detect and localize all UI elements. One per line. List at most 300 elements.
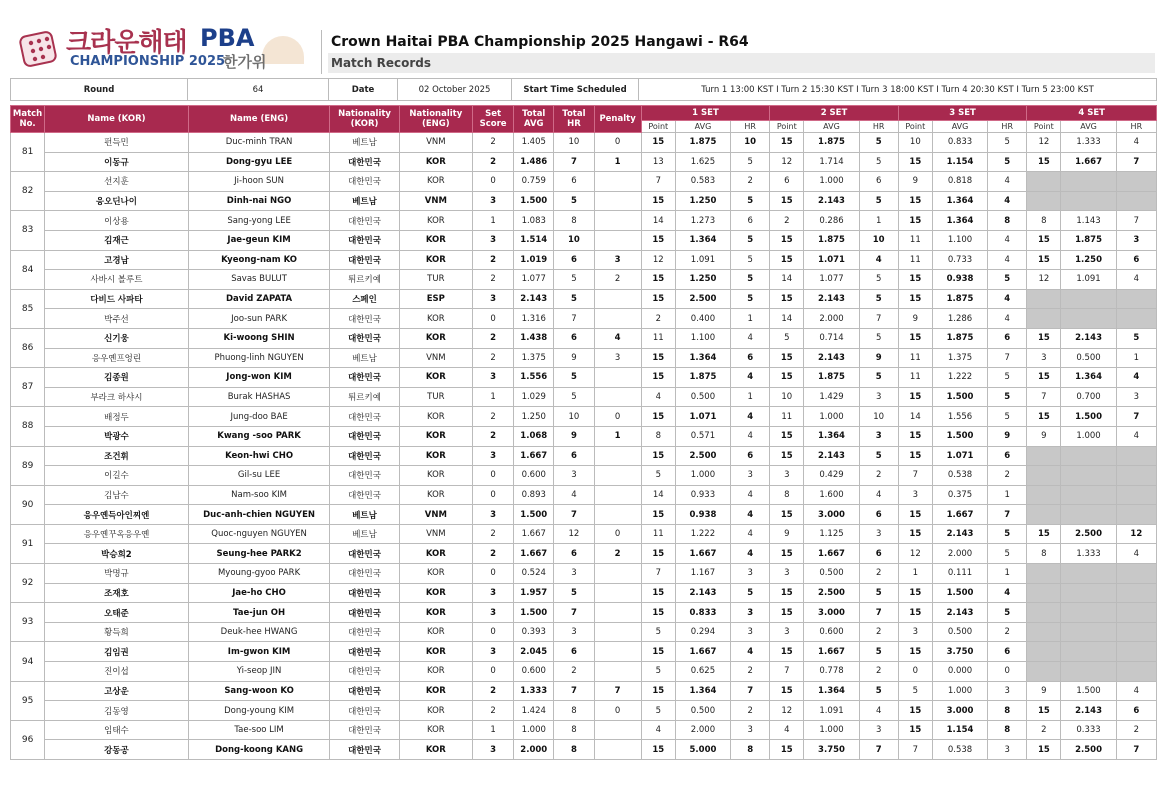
set4-point: 12 (1027, 133, 1061, 153)
name-eng: Sang-yong LEE (188, 211, 330, 231)
set-score: 3 (472, 446, 513, 466)
nationality-kor: 대한민국 (330, 368, 399, 388)
match-number: 85 (11, 289, 45, 328)
set3-avg: 1.500 (932, 426, 987, 446)
set1-point: 15 (641, 133, 675, 153)
total-avg: 1.333 (514, 681, 554, 701)
set2-point: 15 (770, 230, 804, 250)
subheader-set4-point: Point (1027, 121, 1061, 133)
set1-hr: 1 (731, 387, 770, 407)
total-hr: 7 (554, 603, 594, 623)
start-time-label: Start Time Scheduled (512, 79, 639, 101)
set2-avg: 0.500 (804, 564, 859, 584)
table-row (11, 407, 1157, 427)
set2-point: 15 (770, 446, 804, 466)
set4-point: 9 (1027, 426, 1061, 446)
set3-avg: 0.833 (932, 133, 987, 153)
set4-avg (1061, 466, 1116, 486)
nationality-eng: KOR (399, 230, 472, 250)
set3-avg: 1.100 (932, 230, 987, 250)
match-number: 90 (11, 485, 45, 524)
penalty: 0 (594, 524, 641, 544)
nationality-eng: KOR (399, 485, 472, 505)
set4-point (1027, 466, 1061, 486)
set2-hr: 5 (859, 328, 898, 348)
set-score: 0 (472, 622, 513, 642)
set1-avg: 1.273 (675, 211, 730, 231)
set1-point: 15 (641, 603, 675, 623)
set3-point: 15 (898, 426, 932, 446)
nationality-kor: 대한민국 (330, 446, 399, 466)
set4-hr: 6 (1116, 250, 1156, 270)
set2-hr: 5 (859, 289, 898, 309)
name-kor: 사바시 볼루트 (45, 270, 189, 290)
set3-point: 15 (898, 152, 932, 172)
logo-pba-text: PBA (200, 24, 255, 52)
header-set-1: 1 SET (641, 106, 770, 121)
name-eng: Dong-young KIM (188, 701, 330, 721)
set2-avg: 0.778 (804, 662, 859, 682)
set4-hr (1116, 466, 1156, 486)
table-row (11, 270, 1157, 290)
set1-hr: 4 (731, 426, 770, 446)
name-kor: 선지훈 (45, 172, 189, 192)
set1-point: 14 (641, 211, 675, 231)
penalty (594, 662, 641, 682)
total-hr: 8 (554, 211, 594, 231)
set2-hr: 5 (859, 681, 898, 701)
set2-hr: 5 (859, 642, 898, 662)
set3-point: 11 (898, 348, 932, 368)
name-kor: 진이섭 (45, 662, 189, 682)
set1-avg: 0.625 (675, 662, 730, 682)
nationality-kor: 대한민국 (330, 681, 399, 701)
set4-hr (1116, 485, 1156, 505)
nationality-eng: VNM (399, 524, 472, 544)
set4-hr: 7 (1116, 407, 1156, 427)
set2-avg: 1.071 (804, 250, 859, 270)
match-number: 96 (11, 720, 45, 759)
penalty (594, 172, 641, 192)
set-score: 2 (472, 407, 513, 427)
set1-point: 15 (641, 230, 675, 250)
name-eng: Duc-anh-chien NGUYEN (188, 505, 330, 525)
nationality-kor: 베트남 (330, 348, 399, 368)
set1-hr: 4 (731, 407, 770, 427)
set2-avg: 0.429 (804, 466, 859, 486)
penalty: 1 (594, 426, 641, 446)
total-avg: 0.600 (514, 466, 554, 486)
set1-avg: 0.400 (675, 309, 730, 329)
subheader-set3-hr: HR (988, 121, 1027, 133)
table-row (11, 740, 1157, 760)
set3-hr: 8 (988, 701, 1027, 721)
nationality-eng: KOR (399, 583, 472, 603)
set4-avg: 1.250 (1061, 250, 1116, 270)
set1-avg: 0.500 (675, 701, 730, 721)
set2-point: 3 (770, 466, 804, 486)
name-kor: 박명규 (45, 564, 189, 584)
match-records-table (10, 105, 1157, 760)
set2-point: 15 (770, 250, 804, 270)
table-row (11, 701, 1157, 721)
set3-avg: 3.750 (932, 642, 987, 662)
match-number: 92 (11, 564, 45, 603)
set1-hr: 6 (731, 348, 770, 368)
set2-point: 15 (770, 583, 804, 603)
name-eng: Dong-gyu LEE (188, 152, 330, 172)
penalty: 0 (594, 133, 641, 153)
set4-avg: 2.143 (1061, 328, 1116, 348)
set4-hr: 7 (1116, 152, 1156, 172)
set1-point: 13 (641, 152, 675, 172)
round-info-table (10, 78, 1157, 101)
nationality-kor: 대한민국 (330, 250, 399, 270)
total-avg: 1.068 (514, 426, 554, 446)
table-row (11, 172, 1157, 192)
set4-point: 15 (1027, 250, 1061, 270)
penalty (594, 387, 641, 407)
set1-avg: 1.000 (675, 466, 730, 486)
set1-point: 15 (641, 368, 675, 388)
set1-hr: 6 (731, 446, 770, 466)
set3-hr: 6 (988, 328, 1027, 348)
nationality-kor: 대한민국 (330, 211, 399, 231)
nationality-eng: KOR (399, 426, 472, 446)
set2-point: 6 (770, 172, 804, 192)
set4-point (1027, 446, 1061, 466)
set2-point: 3 (770, 564, 804, 584)
date-label: Date (329, 79, 398, 101)
penalty (594, 583, 641, 603)
set2-avg: 1.600 (804, 485, 859, 505)
total-hr: 6 (554, 642, 594, 662)
total-hr: 9 (554, 426, 594, 446)
set3-avg: 0.375 (932, 485, 987, 505)
set2-hr: 3 (859, 524, 898, 544)
set1-hr: 7 (731, 681, 770, 701)
penalty (594, 446, 641, 466)
set3-point: 15 (898, 211, 932, 231)
name-eng: Dong-koong KANG (188, 740, 330, 760)
set1-hr: 5 (731, 583, 770, 603)
set3-hr: 3 (988, 681, 1027, 701)
set1-hr: 10 (731, 133, 770, 153)
nationality-eng: KOR (399, 250, 472, 270)
set4-avg (1061, 662, 1116, 682)
set2-avg: 2.000 (804, 309, 859, 329)
match-number: 93 (11, 603, 45, 642)
nationality-eng: TUR (399, 387, 472, 407)
match-number: 87 (11, 368, 45, 407)
set-score: 2 (472, 152, 513, 172)
nationality-kor: 대한민국 (330, 466, 399, 486)
set2-point: 15 (770, 505, 804, 525)
set4-avg (1061, 485, 1116, 505)
set2-hr: 3 (859, 426, 898, 446)
match-number: 83 (11, 211, 45, 250)
name-kor: 응우옌득아인찌엔 (45, 505, 189, 525)
set2-avg: 3.000 (804, 505, 859, 525)
set4-point: 15 (1027, 524, 1061, 544)
set4-hr (1116, 642, 1156, 662)
total-avg: 1.500 (514, 603, 554, 623)
set1-avg: 0.500 (675, 387, 730, 407)
set4-point: 15 (1027, 328, 1061, 348)
total-avg: 1.250 (514, 407, 554, 427)
set3-hr: 5 (988, 387, 1027, 407)
table-row (11, 289, 1157, 309)
table-row (11, 524, 1157, 544)
nationality-eng: KOR (399, 152, 472, 172)
set1-point: 11 (641, 328, 675, 348)
set3-point: 15 (898, 701, 932, 721)
set2-point: 15 (770, 348, 804, 368)
set2-avg: 3.000 (804, 603, 859, 623)
set2-avg: 2.143 (804, 446, 859, 466)
set3-hr: 7 (988, 348, 1027, 368)
nationality-kor: 대한민국 (330, 701, 399, 721)
nationality-kor: 대한민국 (330, 152, 399, 172)
set1-hr: 2 (731, 662, 770, 682)
name-eng: Jung-doo BAE (188, 407, 330, 427)
set3-point: 15 (898, 524, 932, 544)
total-avg: 2.045 (514, 642, 554, 662)
total-avg: 1.486 (514, 152, 554, 172)
set3-hr: 1 (988, 485, 1027, 505)
subheader-set2-hr: HR (859, 121, 898, 133)
nationality-kor: 대한민국 (330, 230, 399, 250)
set4-point: 9 (1027, 681, 1061, 701)
set4-point (1027, 191, 1061, 211)
set4-hr: 4 (1116, 681, 1156, 701)
set2-avg: 1.875 (804, 230, 859, 250)
set1-hr: 4 (731, 328, 770, 348)
table-row (11, 642, 1157, 662)
penalty (594, 564, 641, 584)
set2-hr: 6 (859, 172, 898, 192)
set4-avg (1061, 505, 1116, 525)
name-kor: 응오딘나이 (45, 191, 189, 211)
header-set-2: 2 SET (770, 106, 899, 121)
name-eng: Duc-minh TRAN (188, 133, 330, 153)
set2-avg: 1.667 (804, 642, 859, 662)
nationality-kor: 대한민국 (330, 544, 399, 564)
table-row (11, 191, 1157, 211)
penalty (594, 289, 641, 309)
penalty (594, 642, 641, 662)
set1-hr: 5 (731, 191, 770, 211)
set4-hr (1116, 603, 1156, 623)
logo-korean-text: 크라운해태 (66, 28, 187, 58)
set1-hr: 3 (731, 622, 770, 642)
set3-avg: 1.500 (932, 583, 987, 603)
set3-point: 15 (898, 642, 932, 662)
set4-hr: 4 (1116, 426, 1156, 446)
name-kor: 펀득민 (45, 133, 189, 153)
set4-avg (1061, 446, 1116, 466)
set-score: 0 (472, 309, 513, 329)
set2-avg: 1.667 (804, 544, 859, 564)
set1-avg: 2.000 (675, 720, 730, 740)
set-score: 1 (472, 387, 513, 407)
set2-hr: 7 (859, 309, 898, 329)
set3-hr: 5 (988, 368, 1027, 388)
set2-hr: 7 (859, 603, 898, 623)
header-nationality-kor: Nationality (KOR) (330, 106, 399, 133)
total-hr: 5 (554, 191, 594, 211)
set1-avg: 1.222 (675, 524, 730, 544)
header-total-hr: Total HR (554, 106, 594, 133)
subheader-set1-point: Point (641, 121, 675, 133)
set2-hr: 5 (859, 368, 898, 388)
total-avg: 1.375 (514, 348, 554, 368)
penalty: 4 (594, 328, 641, 348)
set4-hr: 3 (1116, 230, 1156, 250)
penalty (594, 230, 641, 250)
sun-graphic (262, 36, 304, 64)
nationality-eng: ESP (399, 289, 472, 309)
name-eng: Jae-ho CHO (188, 583, 330, 603)
name-kor: 박광수 (45, 426, 189, 446)
nationality-eng: KOR (399, 720, 472, 740)
set1-point: 4 (641, 387, 675, 407)
name-eng: Sang-woon KO (188, 681, 330, 701)
set2-hr: 5 (859, 152, 898, 172)
set3-hr: 6 (988, 446, 1027, 466)
subheader-set1-avg: AVG (675, 121, 730, 133)
total-avg: 0.524 (514, 564, 554, 584)
set1-avg: 1.250 (675, 191, 730, 211)
set2-hr: 3 (859, 720, 898, 740)
set4-point: 15 (1027, 740, 1061, 760)
header-penalty: Penalty (594, 106, 641, 133)
set1-avg: 1.667 (675, 642, 730, 662)
subheader-set4-avg: AVG (1061, 121, 1116, 133)
set3-point: 9 (898, 309, 932, 329)
name-eng: Deuk-hee HWANG (188, 622, 330, 642)
set3-point: 12 (898, 544, 932, 564)
set3-hr: 8 (988, 720, 1027, 740)
subheader-set2-point: Point (770, 121, 804, 133)
set2-avg: 1.000 (804, 720, 859, 740)
penalty (594, 466, 641, 486)
table-row (11, 426, 1157, 446)
total-avg: 1.316 (514, 309, 554, 329)
set4-avg: 0.700 (1061, 387, 1116, 407)
table-row (11, 387, 1157, 407)
name-eng: Quoc-nguyen NGUYEN (188, 524, 330, 544)
set1-point: 15 (641, 289, 675, 309)
set1-avg: 1.364 (675, 230, 730, 250)
set2-avg: 2.143 (804, 289, 859, 309)
nationality-eng: KOR (399, 622, 472, 642)
total-hr: 3 (554, 622, 594, 642)
set2-hr: 4 (859, 701, 898, 721)
set4-point (1027, 485, 1061, 505)
set3-avg: 1.875 (932, 328, 987, 348)
nationality-eng: VNM (399, 191, 472, 211)
nationality-kor: 대한민국 (330, 564, 399, 584)
set1-hr: 5 (731, 250, 770, 270)
set3-hr: 5 (988, 270, 1027, 290)
nationality-eng: KOR (399, 544, 472, 564)
name-kor: 조재호 (45, 583, 189, 603)
set4-point: 12 (1027, 270, 1061, 290)
divider (321, 30, 322, 74)
set3-avg: 0.111 (932, 564, 987, 584)
subtitle-band (328, 53, 1155, 73)
nationality-kor: 대한민국 (330, 172, 399, 192)
set1-point: 15 (641, 191, 675, 211)
name-eng: Jong-won KIM (188, 368, 330, 388)
nationality-kor: 베트남 (330, 505, 399, 525)
table-row (11, 309, 1157, 329)
set4-avg (1061, 642, 1116, 662)
set3-hr: 8 (988, 211, 1027, 231)
set2-point: 14 (770, 270, 804, 290)
nationality-kor: 대한민국 (330, 662, 399, 682)
name-eng: Nam-soo KIM (188, 485, 330, 505)
nationality-eng: VNM (399, 133, 472, 153)
penalty: 7 (594, 681, 641, 701)
set2-avg: 0.600 (804, 622, 859, 642)
set1-hr: 3 (731, 564, 770, 584)
set1-hr: 2 (731, 172, 770, 192)
penalty: 0 (594, 407, 641, 427)
set1-avg: 0.938 (675, 505, 730, 525)
set1-point: 12 (641, 250, 675, 270)
set-score: 3 (472, 230, 513, 250)
name-kor: 황득희 (45, 622, 189, 642)
set3-hr: 2 (988, 622, 1027, 642)
championship-logo (18, 26, 308, 74)
round-label: Round (11, 79, 188, 101)
nationality-kor: 베트남 (330, 191, 399, 211)
set2-point: 15 (770, 133, 804, 153)
nationality-kor: 튀르키예 (330, 270, 399, 290)
set2-avg: 1.364 (804, 426, 859, 446)
set2-avg: 0.286 (804, 211, 859, 231)
dice-icon (18, 28, 60, 70)
table-row (11, 466, 1157, 486)
nationality-eng: KOR (399, 681, 472, 701)
set1-hr: 5 (731, 270, 770, 290)
set3-point: 15 (898, 583, 932, 603)
header-name-eng: Name (ENG) (188, 106, 330, 133)
set3-avg: 1.154 (932, 152, 987, 172)
set4-point: 15 (1027, 701, 1061, 721)
total-avg: 0.393 (514, 622, 554, 642)
name-eng: Myoung-gyoo PARK (188, 564, 330, 584)
set1-avg: 1.100 (675, 328, 730, 348)
set1-hr: 4 (731, 544, 770, 564)
set4-point: 15 (1027, 368, 1061, 388)
set2-avg: 1.077 (804, 270, 859, 290)
set2-hr: 4 (859, 250, 898, 270)
name-kor: 김종원 (45, 368, 189, 388)
set2-point: 15 (770, 289, 804, 309)
set4-avg: 2.500 (1061, 740, 1116, 760)
total-avg: 1.667 (514, 544, 554, 564)
total-hr: 4 (554, 485, 594, 505)
total-hr: 10 (554, 407, 594, 427)
penalty (594, 720, 641, 740)
set4-hr: 12 (1116, 524, 1156, 544)
set2-point: 14 (770, 309, 804, 329)
match-number: 88 (11, 407, 45, 446)
set4-hr: 5 (1116, 328, 1156, 348)
